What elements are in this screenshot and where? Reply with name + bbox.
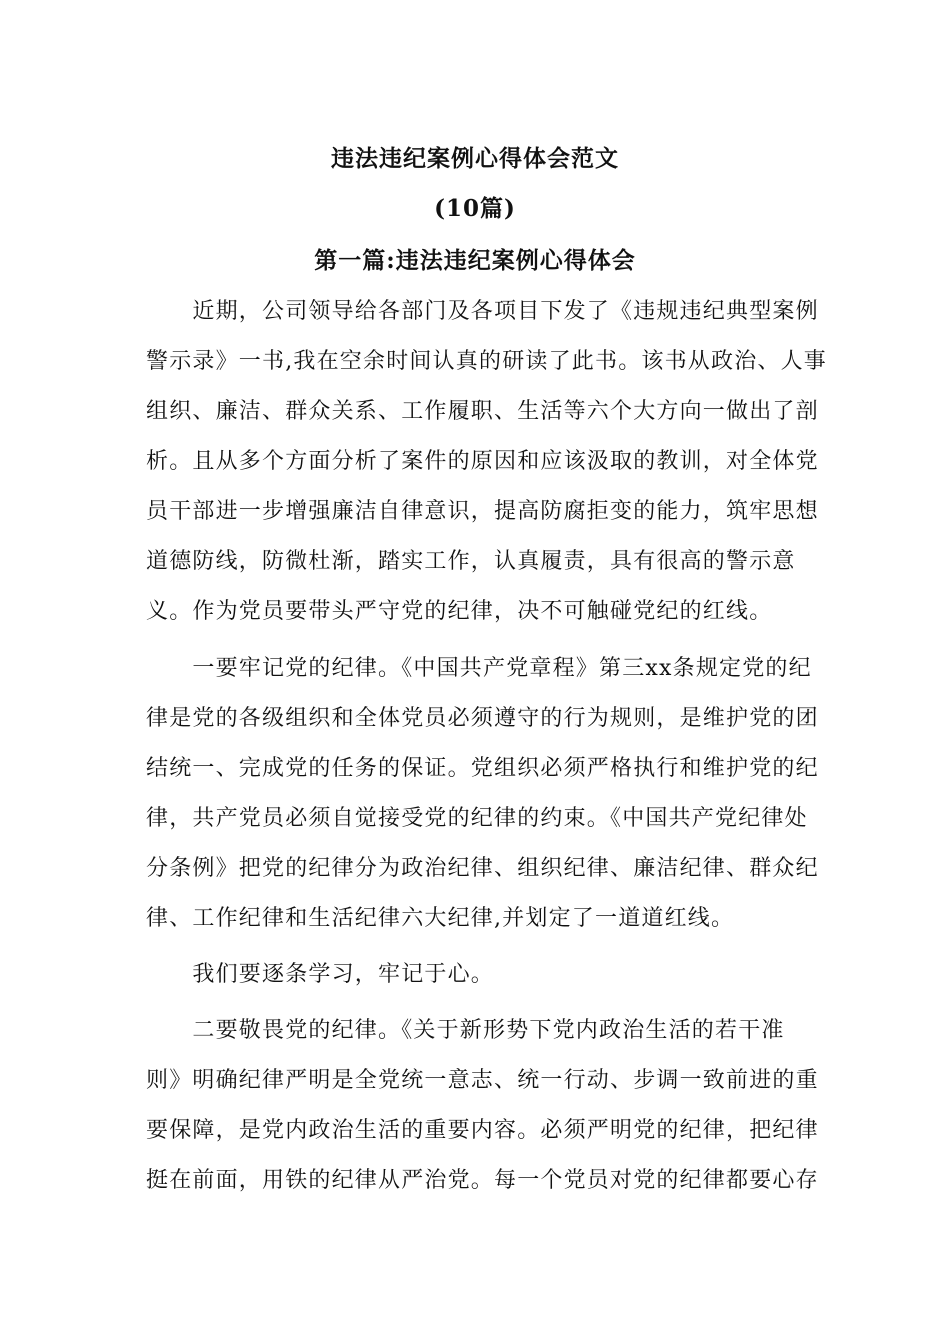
text-line: 义。作为党员要带头严守党的纪律，决不可触碰党纪的红线。 <box>146 599 773 624</box>
text-line: 我们要逐条学习，牢记于心。 <box>146 962 495 987</box>
text-line: 要保障，是党内政治生活的重要内容。必须严明党的纪律，把纪律 <box>146 1118 819 1143</box>
text-line: 警示录》一书,我在空余时间认真的研读了此书。该书从政治、人事 <box>146 349 827 374</box>
text-line: 二要敬畏党的纪律。《关于新形势下党内政治生活的若干准 <box>146 1018 785 1043</box>
text-line: 一要牢记党的纪律。《中国共产党章程》第三xx条规定党的纪 <box>146 656 812 681</box>
text-line: 则》明确纪律严明是全党统一意志、统一行动、步调一致前进的重 <box>146 1068 819 1093</box>
text-line: 组织、廉洁、群众关系、工作履职、生活等六个大方向一做出了剖 <box>146 399 819 424</box>
document-subtitle: (10篇) <box>434 195 516 222</box>
document-title: 违法违纪案例心得体会范文 <box>331 145 619 172</box>
text-line: 律是党的各级组织和全体党员必须遵守的行为规则，是维护党的团 <box>146 706 819 731</box>
text-line: 律、工作纪律和生活纪律六大纪律,并划定了一道道红线。 <box>146 906 735 931</box>
text-line: 析。且从多个方面分析了案件的原因和应该汲取的教训，对全体党 <box>146 449 819 474</box>
text-line: 挺在前面，用铁的纪律从严治党。每一个党员对党的纪律都要心存 <box>146 1168 819 1193</box>
text-line: 分条例》把党的纪律分为政治纪律、组织纪律、廉洁纪律、群众纪 <box>146 856 819 881</box>
text-line: 近期，公司领导给各部门及各项目下发了《违规违纪典型案例 <box>146 299 819 324</box>
text-line: 结统一、完成党的任务的保证。党组织必须严格执行和维护党的纪 <box>146 756 819 781</box>
text-line: 律，共产党员必须自觉接受党的纪律的约束。《中国共产党纪律处 <box>146 806 808 831</box>
section-heading: 第一篇:违法违纪案例心得体会 <box>314 247 636 274</box>
text-line: 道德防线，防微杜渐，踏实工作，认真履责，具有很高的警示意 <box>146 549 796 574</box>
text-line: 员干部进一步增强廉洁自律意识，提高防腐拒变的能力，筑牢思想 <box>146 499 819 524</box>
